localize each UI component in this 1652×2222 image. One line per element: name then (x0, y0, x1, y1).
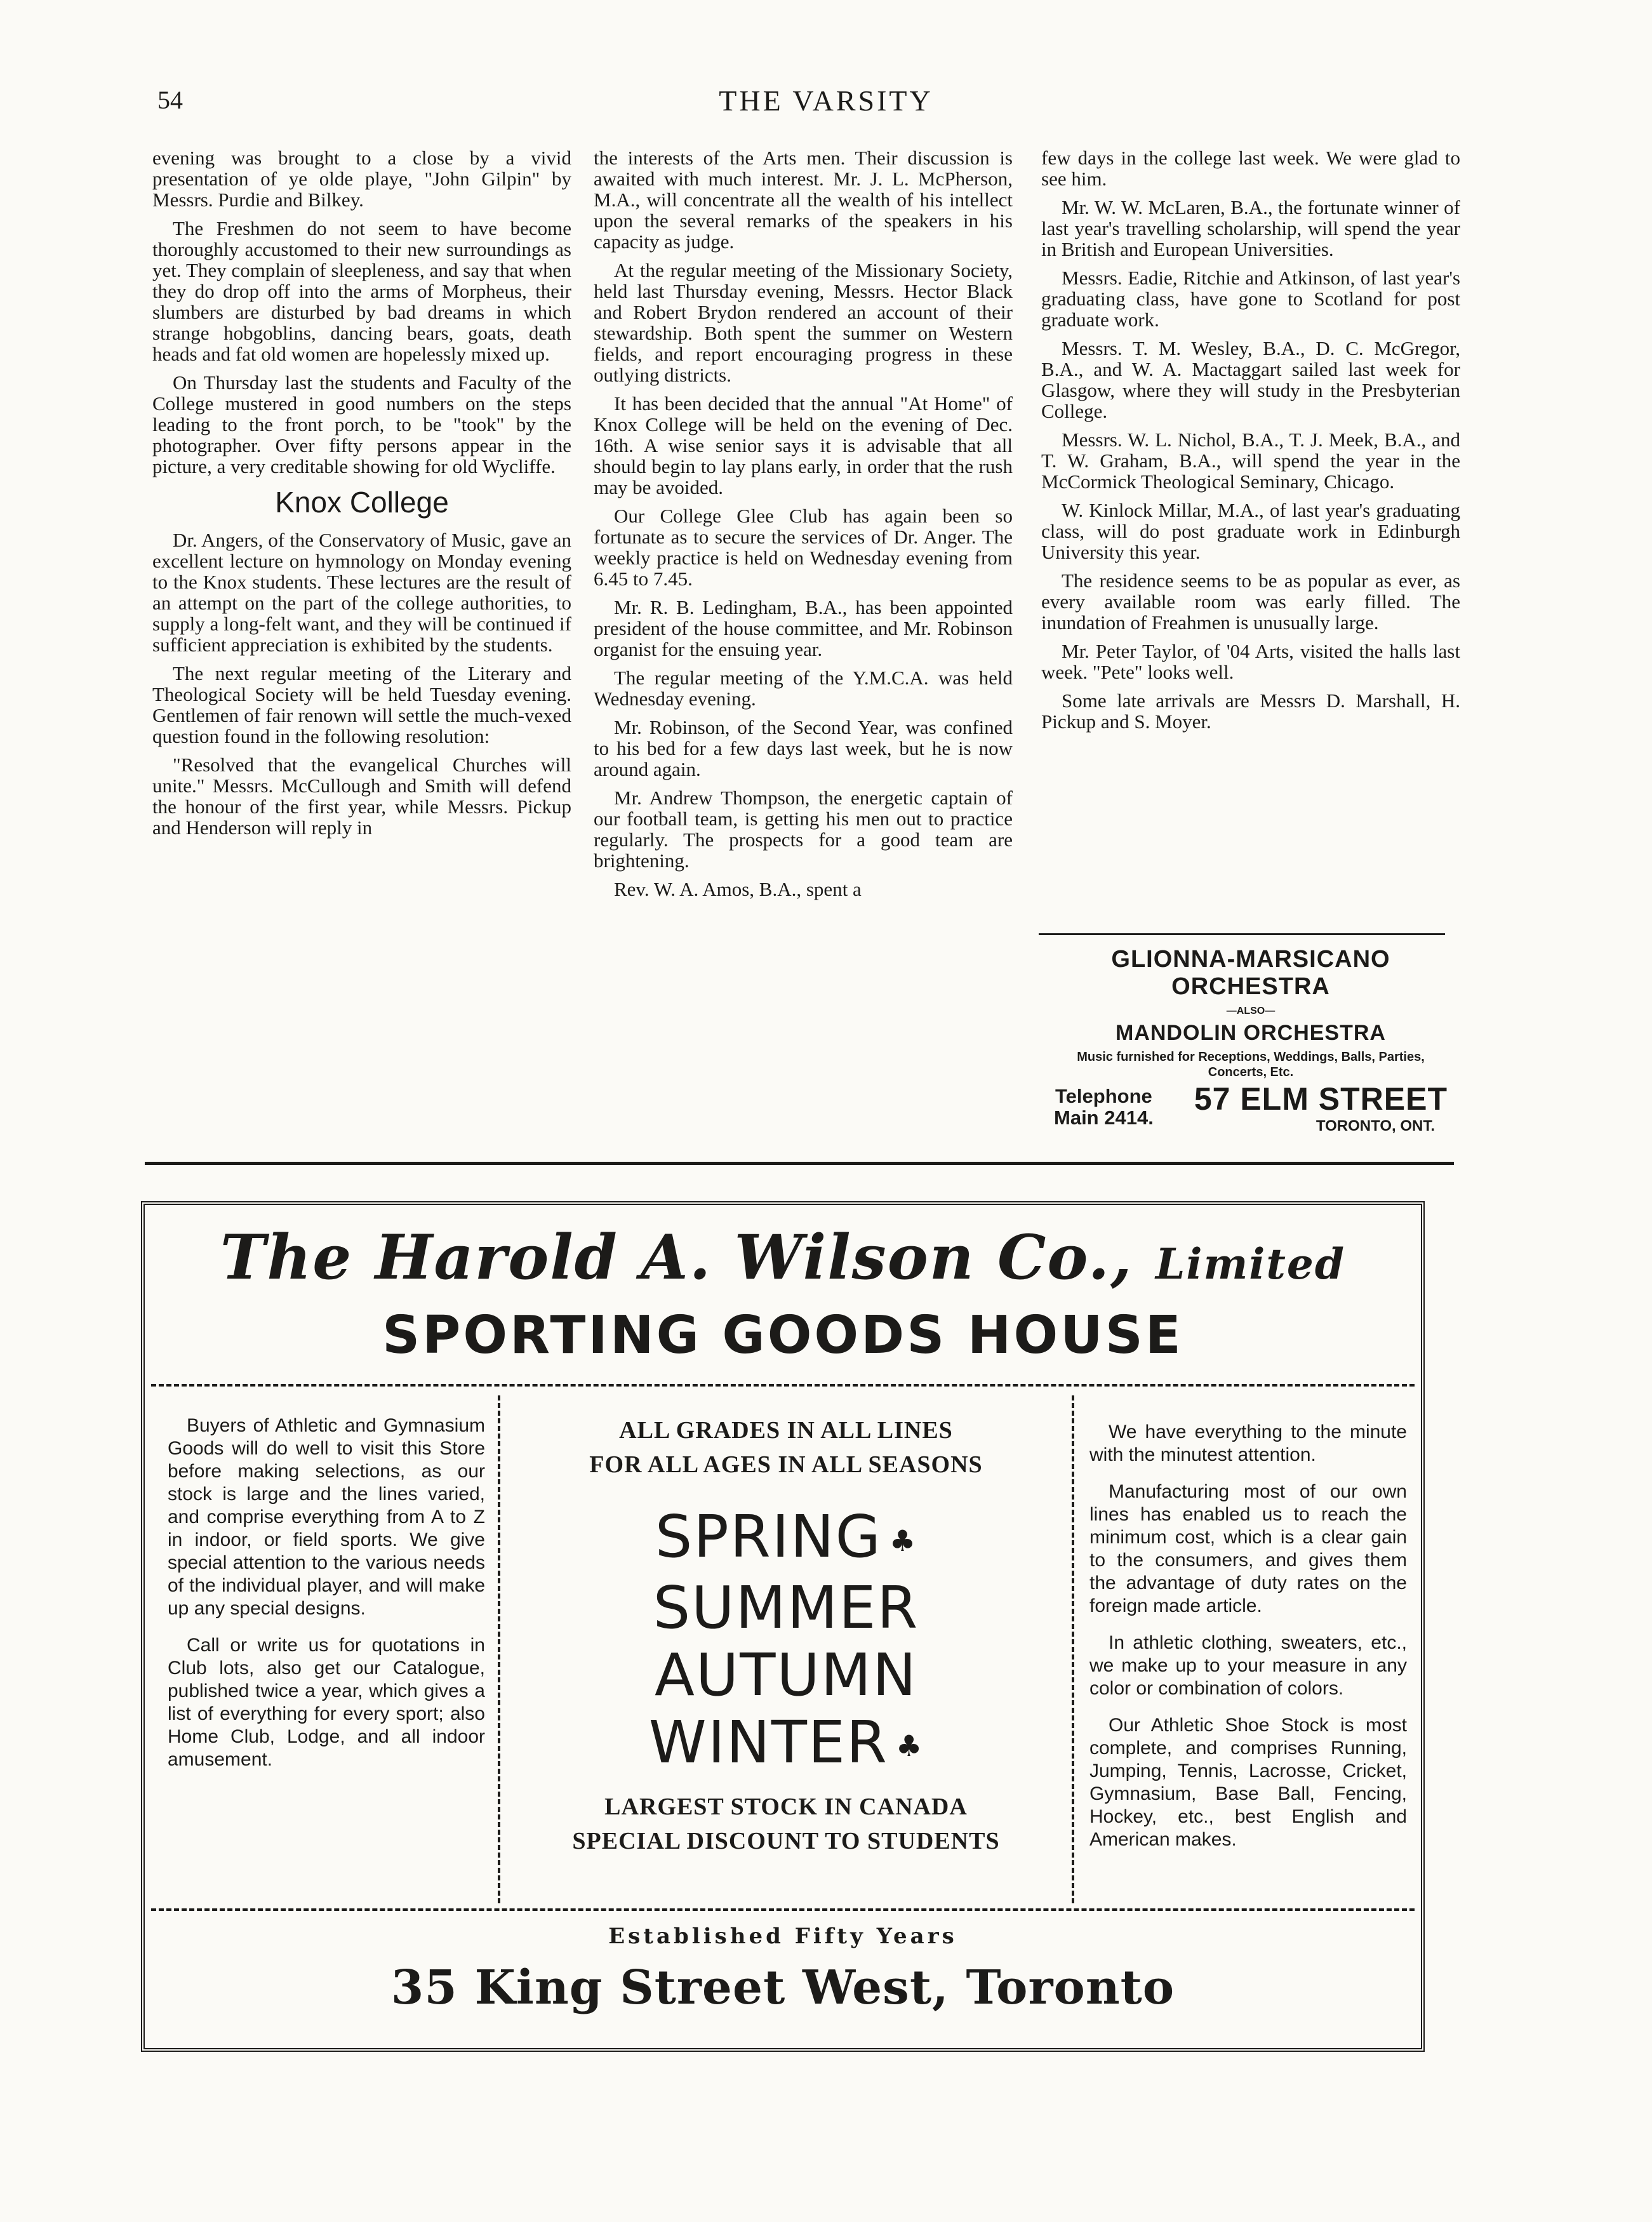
company-name-main: The Harold A. Wilson Co., (220, 1221, 1133, 1293)
article-paragraph: The Freshmen do not seem to have become thoroughly accustomed to their new surroundings as yet. They complain of sleepleness, and say that when they do drop off into the arms of Morpheus, their slumbers are disturbed by bad dreams in which strange hobgoblins, dancing bears, goats, death heads and fat old women are hopelessly mixed up. (152, 217, 571, 365)
season-winter: WINTER ♣ (648, 1708, 924, 1776)
wavy-border-top (151, 1384, 1415, 1393)
article-paragraph: Rev. W. A. Amos, B.A., spent a (614, 878, 862, 900)
article-paragraph: At the regular meeting of the Missionary Society, held last Thursday evening, Messrs. Hector Black and Robert Brydon rendered an account of their stewardship. Both spent the summer on Western fields, and report encouraging progress in these outlying districts. (594, 259, 1013, 386)
ad-paragraph: Our Athletic Shoe Stock is most complete, and comprises Running, Jumping, Tennis, Lacrosse, Cricket, Gymnasium, Base Ball, Fencing, Hockey, etc., best English and American makes. (1089, 1715, 1407, 1850)
article-paragraph: Our College Glee Club has again been so fortunate as to secure the services of Dr. Anger. The weekly practice is held on Wednesday evening from 6.45 to 7.45. (594, 505, 1013, 590)
article-paragraph: Messrs. W. L. Nichol, B.A., T. J. Meek, B.A., and T. W. Graham, B.A., will spend the year in the McCormick Theological Seminary, Chicago. (1041, 429, 1460, 493)
wavy-border-bottom (151, 1908, 1415, 1917)
article-paragraph: The next regular meeting of the Literary and Theological Society will be held Tuesday evening. Gentlemen of fair renown will settle the much-vexed question found in the following resolution: (152, 662, 571, 747)
orchestra-telephone (1054, 1086, 1154, 1129)
ad-right-column (1089, 1421, 1407, 1865)
article-paragraph: evening was brought to a close by a vivid presentation of ye olde playe, "John Gilpin" by Messrs. Purdie and Bilkey. (152, 147, 571, 211)
article-paragraph: the interests of the Arts men. Their discussion is awaited with much interest. Mr. J. L. McPherson, M.A., will concentrate all the wealth of his intellect upon the several remarks of the speakers in his capacity as judge. (594, 147, 1013, 253)
telephone-label: Telephone (1055, 1085, 1152, 1107)
ad-ages-line: FOR ALL AGES IN ALL SEASONS (589, 1451, 983, 1478)
clover-icon: ♣ (889, 1523, 917, 1558)
wavy-border-right-divider (1072, 1395, 1081, 1903)
column-2 (594, 147, 1013, 1138)
established-line: Established Fifty Years (608, 1924, 957, 1949)
article-paragraph: Mr. Robinson, of the Second Year, was confined to his bed for a few days last week, but he is now around again. (594, 716, 1013, 780)
article-paragraph: The residence seems to be as popular as ever, as every available room was early filled. The inundation of Freahmen is unusually large. (1041, 569, 1460, 634)
running-title: THE VARSITY (719, 84, 933, 117)
clover-icon: ♣ (895, 1729, 924, 1764)
orchestra-city: TORONTO, ONT. (1316, 1117, 1435, 1134)
article-paragraph: Mr. R. B. Ledingham, B.A., has been appointed president of the house committee, and Mr. Robinson organist for the ensuing year. (594, 596, 1013, 660)
section-heading-knox: Knox College (275, 486, 449, 519)
ad-left-column (168, 1414, 485, 1785)
orchestra-name: GLIONNA-MARSICANO ORCHESTRA (1111, 946, 1390, 1000)
season-summer: SUMMER (653, 1573, 919, 1642)
page-divider-rule (145, 1162, 1454, 1165)
article-paragraph: Messrs. Eadie, Ritchie and Atkinson, of last year's graduating class, have gone to Scotland for post graduate work. (1041, 267, 1460, 331)
wavy-border-left-divider (498, 1395, 507, 1903)
article-paragraph: The regular meeting of the Y.M.C.A. was held Wednesday evening. (594, 667, 1013, 710)
column-1 (152, 147, 571, 1138)
article-paragraph: Messrs. T. M. Wesley, B.A., D. C. McGregor, B.A., and W. A. Mactaggart sailed last week for Glasgow, where they will study in the Presbyterian College. (1041, 337, 1460, 422)
ad-paragraph: In athletic clothing, sweaters, etc., we make up to your measure in any color or combination of colors. (1089, 1632, 1407, 1699)
ad-paragraph: Manufacturing most of our own lines has enabled us to reach the minimum cost, which is a clear gain to the consumers, and gives them the advantage of duty rates on the foreign made article. (1089, 1481, 1407, 1616)
article-paragraph: Mr. W. W. McLaren, B.A., the fortunate winner of last year's travelling scholarship, will spend the year in British and European Universities. (1041, 196, 1460, 260)
season-autumn: AUTUMN (654, 1640, 917, 1709)
article-paragraph: "Resolved that the evangelical Churches will unite." Messrs. McCullough and Smith will defend the honour of the first year, while Messrs. Pickup and Henderson will reply in (152, 754, 571, 839)
article-paragraph: Dr. Angers, of the Conservatory of Music, gave an excellent lecture on hymnology on Monday evening to the Knox students. These lectures are the result of an attempt on the part of the college authorities, to supply a long-felt want, and they will be continued if sufficient appreciation is exhibited by the students. (152, 529, 571, 656)
seasons-list (513, 1503, 1059, 1780)
article-paragraph: W. Kinlock Millar, M.A., of last year's graduating class, will do post graduate work in Edinburgh University this year. (1041, 499, 1460, 563)
orchestra-also: —ALSO— (1226, 1006, 1276, 1016)
article-paragraph: few days in the college last week. We were glad to see him. (1041, 147, 1460, 190)
ad-paragraph: Call or write us for quotations in Club lots, also get our Catalogue, published twice a year, which gives a list of everything for every sport; also Home Club, Lodge, and all indoor amusement. (168, 1635, 485, 1770)
company-name (145, 1221, 1421, 1293)
orchestra-ad-top-rule (1039, 933, 1445, 935)
column-3 (1041, 147, 1460, 922)
page-number: 54 (157, 86, 183, 114)
orchestra-street: 57 ELM STREET (1194, 1081, 1448, 1117)
ad-center-column (513, 1395, 1059, 1858)
season-spring: SPRING ♣ (655, 1503, 917, 1571)
article-paragraph: On Thursday last the students and Faculty of the College mustered in good numbers on the steps leading to the front porch, to be "took" by the photographer. Over fifty persons appear in the picture, a very creditable showing for old Wycliffe. (152, 371, 571, 477)
ad-discount-line: SPECIAL DISCOUNT TO STUDENTS (572, 1828, 1000, 1855)
article-paragraph: Mr. Peter Taylor, of '04 Arts, visited the halls last week. "Pete" looks well. (1041, 640, 1460, 683)
ad-headline: SPORTING GOODS HOUSE (382, 1305, 1183, 1366)
mandolin-orchestra: MANDOLIN ORCHESTRA (1116, 1021, 1386, 1045)
article-paragraph: Some late arrivals are Messrs D. Marshall, H. Pickup and S. Moyer. (1041, 689, 1460, 733)
store-address: 35 King Street West, Toronto (390, 1960, 1175, 2015)
orchestra-advertisement (1041, 938, 1460, 1141)
wilson-advertisement (141, 1201, 1425, 2052)
ad-stock-line: LARGEST STOCK IN CANADA (604, 1793, 968, 1821)
article-paragraph: Mr. Andrew Thompson, the energetic captain of our football team, is getting his men out to practice regularly. The prospects for a good team are brightening. (594, 787, 1013, 872)
ad-paragraph: Buyers of Athletic and Gymnasium Goods will do well to visit this Store before making selections, as our stock is large and the lines varied, and comprise everything from A to Z in indoor, or field sports. We give special attention to the various needs of the individual player, and will make up any special designs. (168, 1415, 485, 1619)
company-name-limited: Limited (1155, 1239, 1345, 1289)
article-paragraph: It has been decided that the annual "At Home" of Knox College will be held on the evening of Dec. 16th. A wise senior says it is advisable that all should begin to lay plans early, in order that the rush may be avoided. (594, 392, 1013, 498)
ad-paragraph: We have everything to the minute with the minutest attention. (1089, 1421, 1407, 1465)
orchestra-services: Music furnished for Receptions, Weddings, Balls, Parties, Concerts, Etc. (1077, 1050, 1425, 1079)
ad-grades-line: ALL GRADES IN ALL LINES (619, 1417, 953, 1444)
telephone-number: Main 2414. (1054, 1107, 1154, 1129)
